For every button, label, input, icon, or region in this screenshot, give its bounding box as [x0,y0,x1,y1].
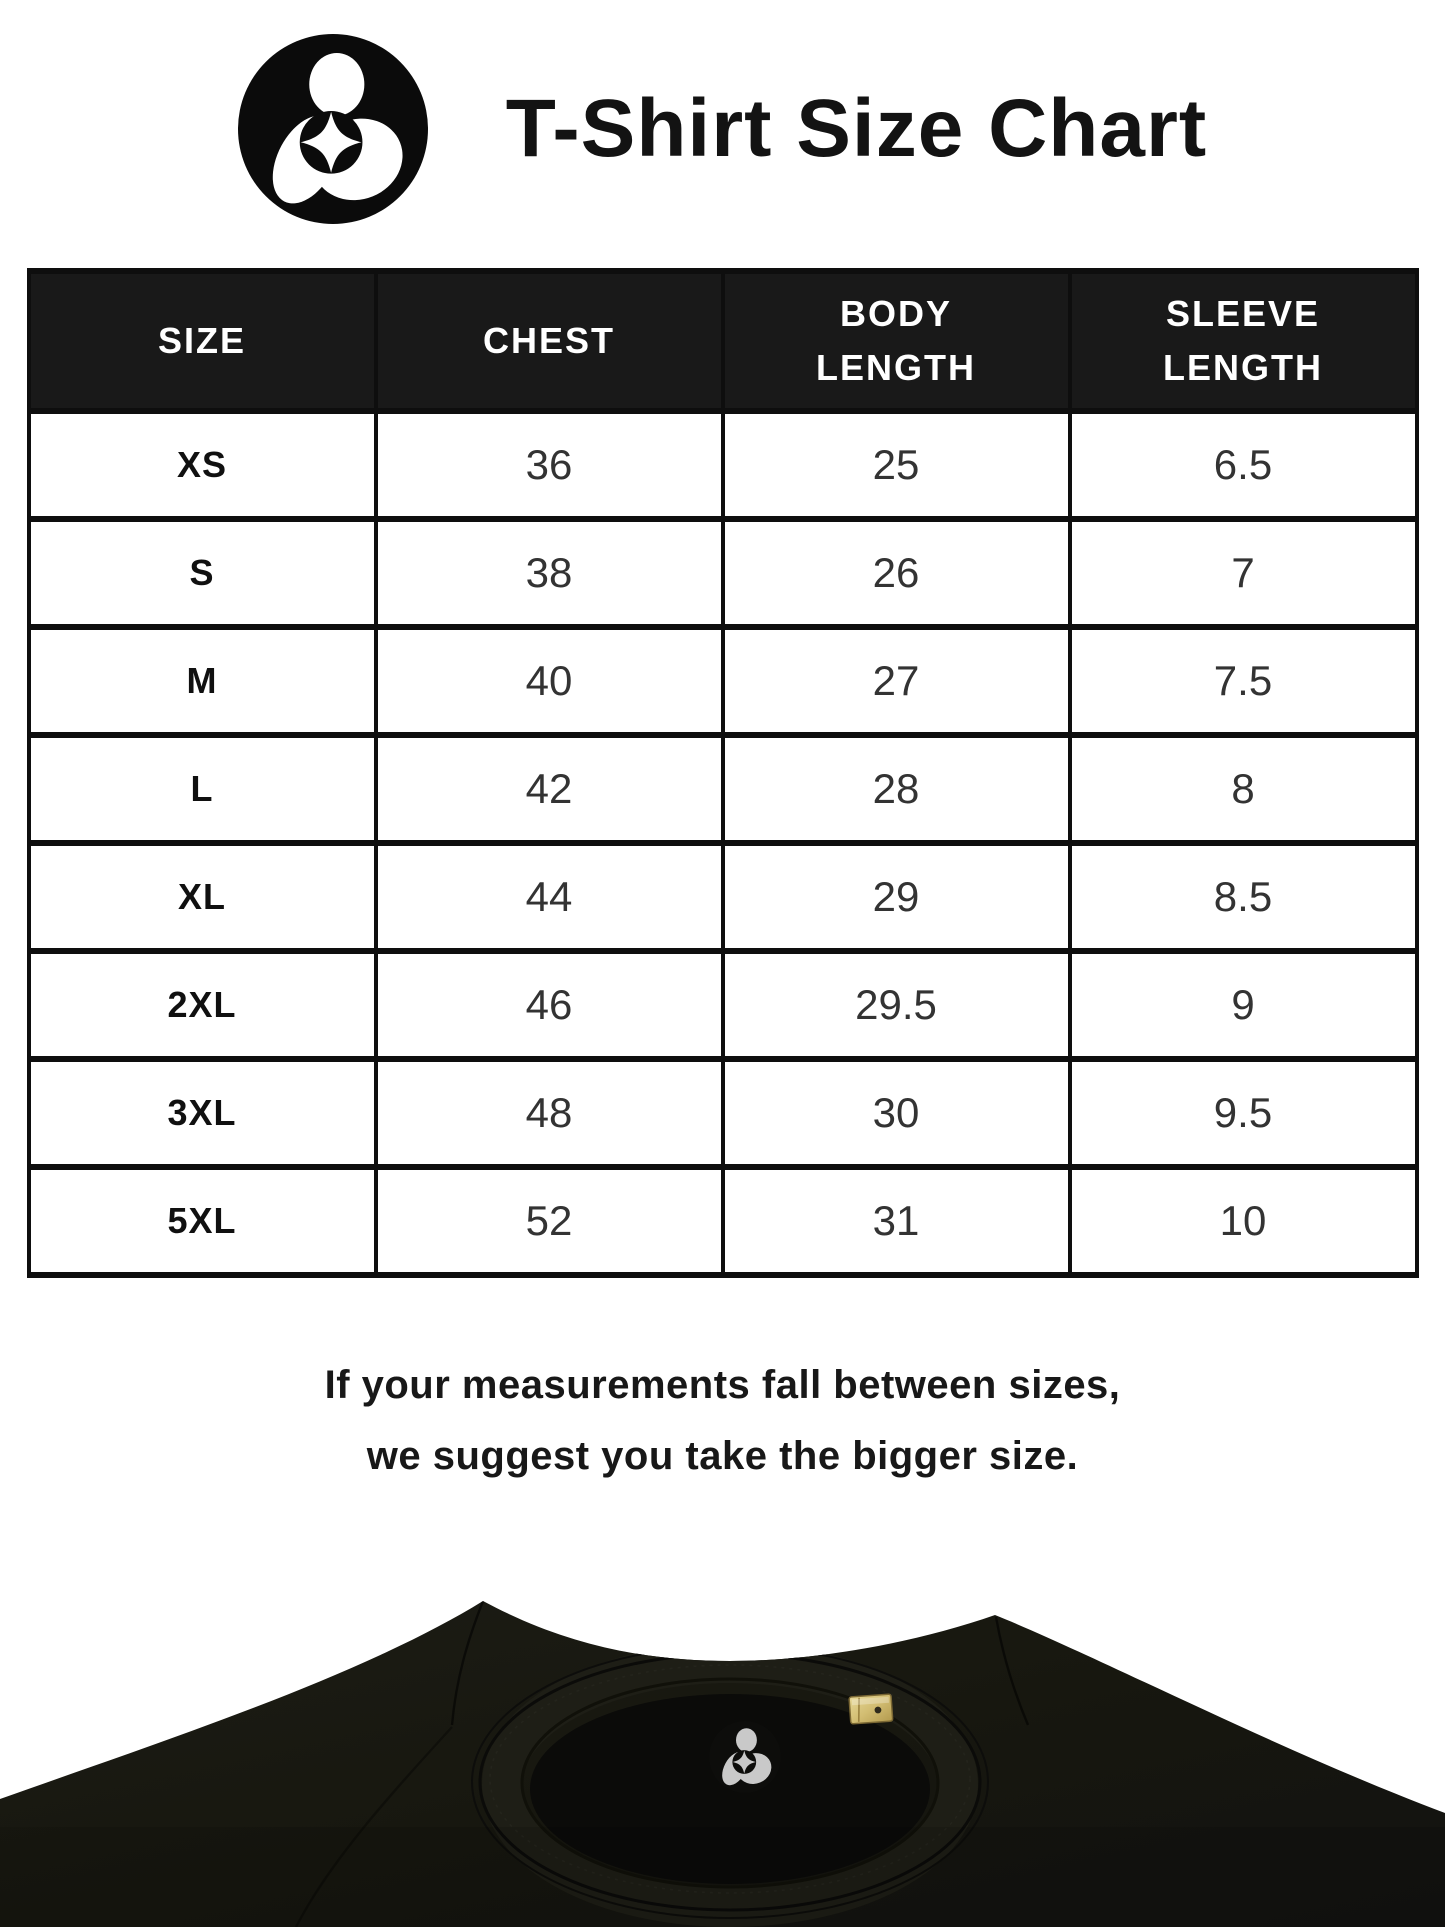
size-cell: L [29,735,376,843]
sleeve-length-cell: 9 [1070,951,1417,1059]
table-row-2xl [29,951,1417,1059]
chest-cell: 42 [376,735,723,843]
size-cell: XS [29,411,376,519]
neck-label-logo [709,1721,781,1793]
table-row-s [29,519,1417,627]
sizing-note [0,1350,1445,1492]
col-header-size: SIZE [29,271,376,411]
tshirt-photo [0,1527,1445,1927]
sleeve-length-cell: 7.5 [1070,627,1417,735]
body-length-cell: 26 [723,519,1070,627]
body-length-cell: 28 [723,735,1070,843]
sleeve-length-cell: 9.5 [1070,1059,1417,1167]
header-row [29,271,1417,411]
sleeve-length-cell: 8 [1070,735,1417,843]
size-cell: XL [29,843,376,951]
col-header-sleeve-length: SLEEVE LENGTH [1070,271,1417,411]
table-row-5xl [29,1167,1417,1275]
body-length-cell: 30 [723,1059,1070,1167]
body-length-cell: 29.5 [723,951,1070,1059]
table-row-3xl [29,1059,1417,1167]
photo-shading [0,1827,1445,1927]
chest-cell: 44 [376,843,723,951]
body-length-cell: 31 [723,1167,1070,1275]
body-length-cell: 25 [723,411,1070,519]
col-header-body-length: BODY LENGTH [723,271,1070,411]
page-title: T-Shirt Size Chart [505,83,1208,174]
chest-cell: 46 [376,951,723,1059]
table-row-l [29,735,1417,843]
table-row-m [29,627,1417,735]
chest-cell: 48 [376,1059,723,1167]
sleeve-length-cell: 8.5 [1070,843,1417,951]
sleeve-length-cell: 7 [1070,519,1417,627]
table-row-xl [29,843,1417,951]
size-table-header [29,271,1417,411]
size-table [27,268,1419,1278]
sizing-note-line-1: If your measurements fall between sizes, [324,1363,1121,1407]
size-cell: 3XL [29,1059,376,1167]
chest-cell: 38 [376,519,723,627]
chest-cell: 40 [376,627,723,735]
header [0,0,1445,224]
table-row-xs [29,411,1417,519]
chest-cell: 36 [376,411,723,519]
size-table-body [29,411,1417,1275]
sleeve-length-cell: 10 [1070,1167,1417,1275]
size-cell: S [29,519,376,627]
size-cell: M [29,627,376,735]
sleeve-length-cell: 6.5 [1070,411,1417,519]
body-length-cell: 29 [723,843,1070,951]
sizing-note-line-2: we suggest you take the bigger size. [366,1434,1079,1479]
brand-logo-icon [238,34,428,224]
size-cell: 2XL [29,951,376,1059]
col-header-chest: CHEST [376,271,723,411]
care-tag-icon [849,1694,893,1724]
size-cell: 5XL [29,1167,376,1275]
chest-cell: 52 [376,1167,723,1275]
body-length-cell: 27 [723,627,1070,735]
